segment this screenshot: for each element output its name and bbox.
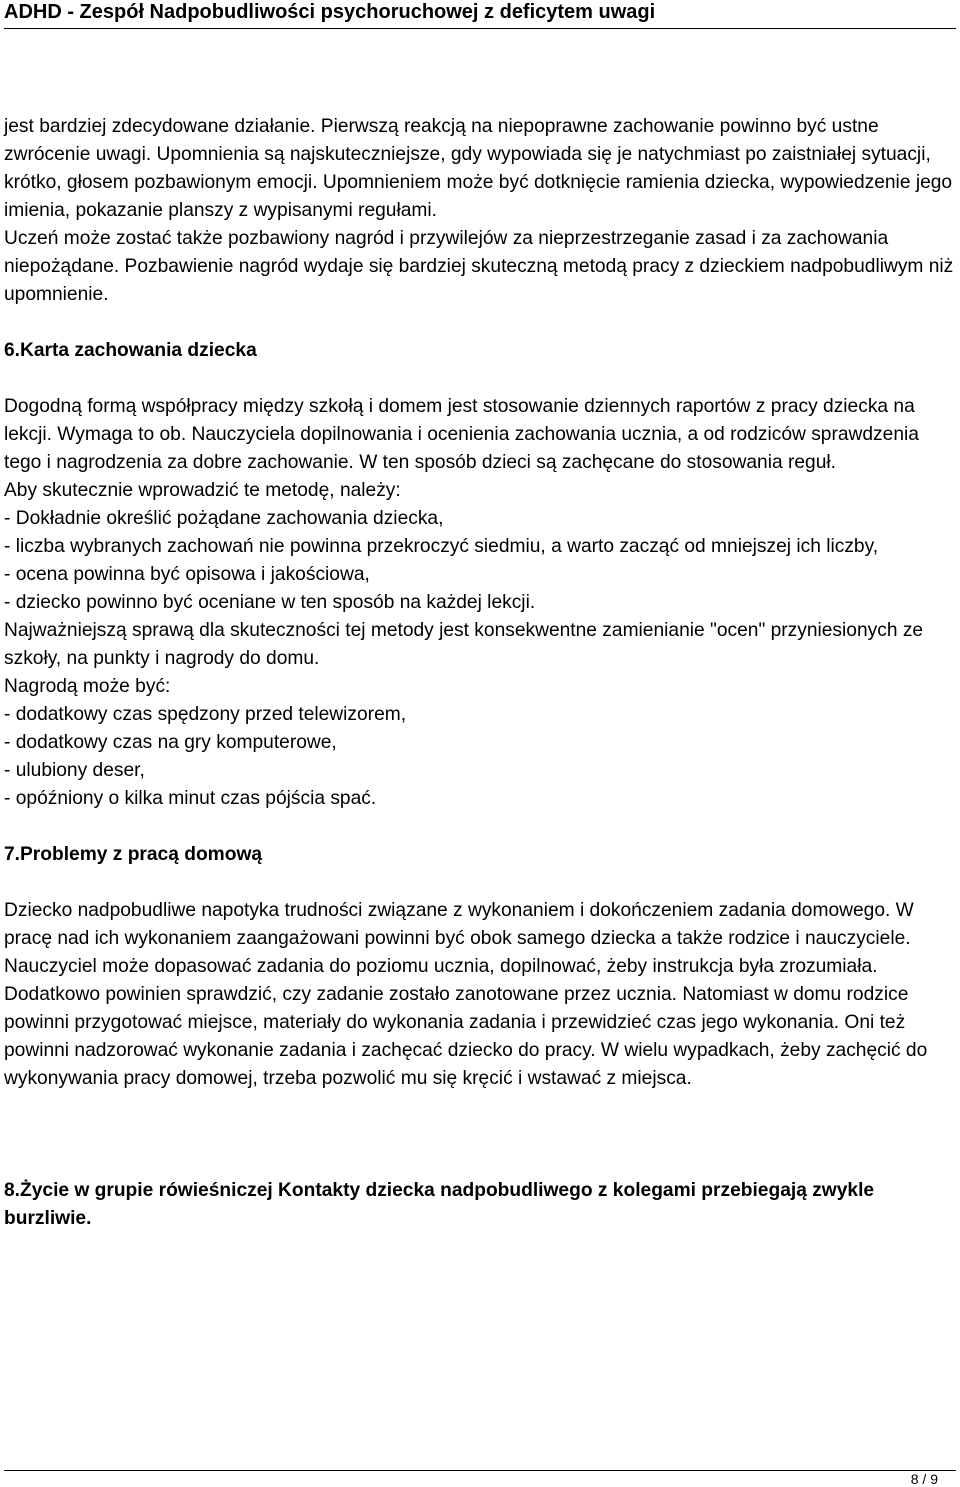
section-heading-7: 7.Problemy z pracą domową	[4, 844, 263, 865]
list-item: - ulubiony deser,	[4, 760, 145, 781]
spacer	[4, 365, 958, 393]
spacer	[4, 309, 958, 337]
paragraph: jest bardziej zdecydowane działanie. Pierwszą reakcją na niepoprawne zachowanie powinno być ustne zwrócenie uwagi. Upomnienia są najskuteczniejsze, gdy wypowiada się je natychmiast po zaistniałej sytuacji, krótko, głosem pozbawionym emocji. Upomnieniem może być dotknięcie ramienia dziecka, wypowiedzenie jego imienia, pokazanie planszy z wypisanymi regułami.	[4, 116, 953, 221]
paragraph: Aby skutecznie wprowadzić te metodę, należy:	[4, 480, 401, 501]
document-body	[4, 113, 958, 1233]
list-item: - Dokładnie określić pożądane zachowania dziecka,	[4, 508, 444, 529]
paragraph: Dziecko nadpobudliwe napotyka trudności związane z wykonaniem i dokończeniem zadania domowego. W pracę nad ich wykonaniem zaangażowani powinni być obok samego dziecka a także rodzice i nauczyciele. Nauczyciel może dopasować zadania do poziomu ucznia, dopilnować, żeby instrukcja była zrozumiała. Dodatkowo powinien sprawdzić, czy zadanie zostało zanotowane przez ucznia. Natomiast w domu rodzice powinni przygotować miejsce, materiały do wykonania zadania i przewidzieć czas jego wykonania. Oni też powinni nadzorować wykonanie zadania i zachęcać dziecko do pracy. W wielu wypadkach, żeby zachęcić do wykonywania pracy domowej, trzeba pozwolić mu się kręcić i wstawać z miejsca.	[4, 900, 928, 1089]
section-heading-8: 8.Życie w grupie rówieśniczej Kontakty dziecka nadpobudliwego z kolegami przebiegają zwykle burzliwie.	[4, 1180, 875, 1229]
list-item: - opóźniony o kilka minut czas pójścia spać.	[4, 788, 377, 809]
spacer	[4, 1093, 958, 1177]
page-title: ADHD - Zespół Nadpobudliwości psychoruchowej z deficytem uwagi	[4, 1, 656, 23]
footer-divider	[4, 1470, 956, 1471]
spacer	[4, 869, 958, 897]
paragraph: Uczeń może zostać także pozbawiony nagród i przywilejów za nieprzestrzeganie zasad i za zachowania niepożądane. Pozbawienie nagród wydaje się bardziej skuteczną metodą pracy z dzieckiem nadpobudliwym niż upomnienie.	[4, 228, 954, 305]
page-number: 8 / 9	[910, 1471, 938, 1487]
paragraph: Nagrodą może być:	[4, 676, 171, 697]
section-heading-6: 6.Karta zachowania dziecka	[4, 340, 257, 361]
list-item: - dodatkowy czas na gry komputerowe,	[4, 732, 337, 753]
spacer	[4, 813, 958, 841]
paragraph: Najważniejszą sprawą dla skuteczności tej metody jest konsekwentne zamienianie "ocen" przyniesionych ze szkoły, na punkty i nagrody do domu.	[4, 620, 924, 669]
list-item: - liczba wybranych zachowań nie powinna przekroczyć siedmiu, a warto zacząć od mniejszej ich liczby,	[4, 536, 879, 557]
paragraph: Dogodną formą współpracy między szkołą i domem jest stosowanie dziennych raportów z pracy dziecka na lekcji. Wymaga to ob. Nauczyciela dopilnowania i ocenienia zachowania ucznia, a od rodziców sprawdzenia tego i nagrodzenia za dobre zachowanie. W ten sposób dzieci są zachęcane do stosowania reguł.	[4, 396, 919, 473]
header-divider	[4, 28, 956, 29]
list-item: - ocena powinna być opisowa i jakościowa,	[4, 564, 370, 585]
list-item: - dodatkowy czas spędzony przed telewizorem,	[4, 704, 407, 725]
list-item: - dziecko powinno być oceniane w ten sposób na każdej lekcji.	[4, 592, 536, 613]
